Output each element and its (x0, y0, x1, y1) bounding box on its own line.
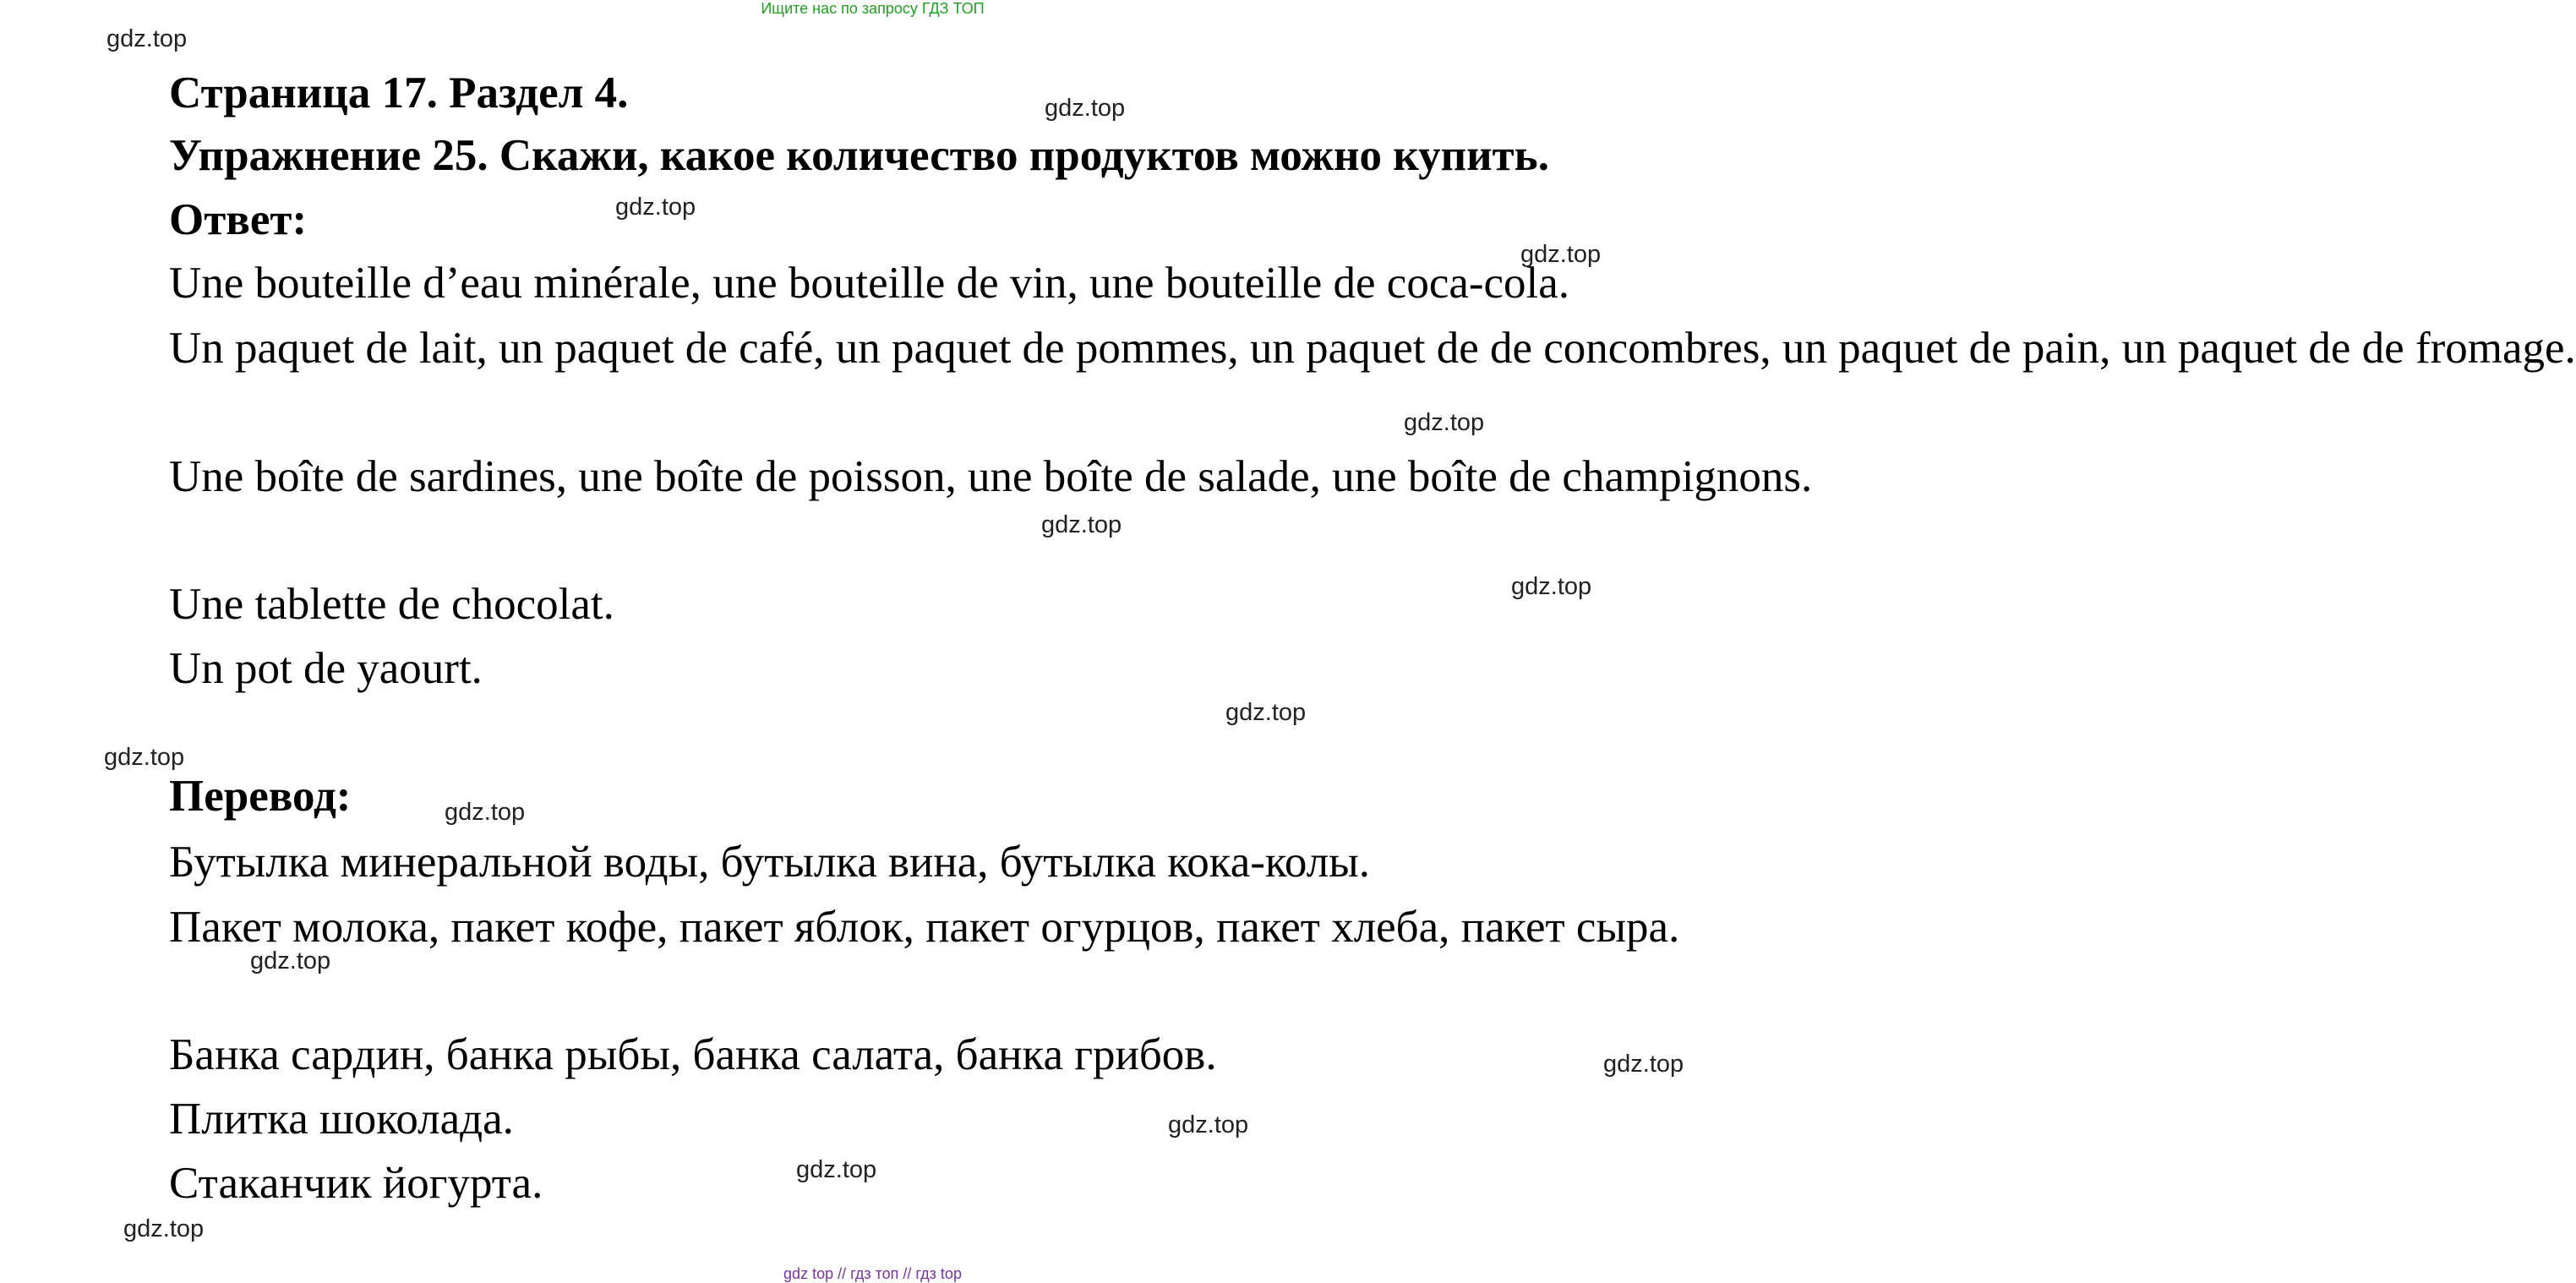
watermark: gdz.top (1520, 241, 1602, 268)
answer-line-5: Un pot de yaourt. (169, 644, 483, 693)
watermark: gdz.top (1603, 1051, 1684, 1078)
page-title: Страница 17. Раздел 4. (169, 68, 629, 117)
translation-line-5: Стаканчик йогурта. (169, 1159, 543, 1208)
watermark: gdz.top (615, 194, 696, 221)
watermark: gdz.top (123, 1215, 205, 1242)
answer-label: Ответ: (169, 195, 308, 244)
exercise-heading: Упражнение 25. Скажи, какое количество продуктов можно купить. (169, 131, 1549, 180)
watermark: gdz.top (445, 799, 526, 826)
top-banner-link[interactable]: Ищите нас по запросу ГДЗ ТОП (761, 0, 985, 17)
watermark: gdz.top (1041, 511, 1122, 538)
answer-line-1: Une bouteille d’eau minérale, une bouteille de vin, une bouteille de coca-cola. (169, 259, 1570, 308)
translation-label: Перевод: (169, 772, 352, 821)
watermark: gdz.top (1225, 699, 1307, 726)
footer-links[interactable]: gdz top // гдз топ // гдз top (783, 1265, 962, 1282)
watermark: gdz.top (1511, 573, 1592, 600)
answer-paragraph-3: Une boîte de sardines, une boîte de poisson, une boîte de salade, une boîte de champignons. (169, 452, 1813, 501)
watermark: gdz.top (1168, 1111, 1249, 1138)
translation-paragraph-2: Пакет молока, пакет кофе, пакет яблок, пакет огурцов, пакет хлеба, пакет сыра. (169, 903, 1680, 952)
watermark: gdz.top (796, 1156, 877, 1183)
watermark: gdz.top (1404, 409, 1485, 436)
watermark: gdz.top (250, 947, 331, 975)
watermark: gdz.top (104, 744, 185, 771)
answer-paragraph-2: Un paquet de lait, un paquet de café, un paquet de pommes, un paquet de de concombres, un paquet de pain, un paquet de de fromage. (169, 324, 2576, 373)
translation-line-3: Банка сардин, банка рыбы, банка салата, банка грибов. (169, 1030, 1217, 1079)
translation-line-4: Плитка шоколада. (169, 1095, 514, 1144)
watermark: gdz.top (1045, 95, 1126, 122)
answer-line-4: Une tablette de chocolat. (169, 580, 614, 629)
watermark: gdz.top (106, 25, 188, 52)
translation-line-1: Бутылка минеральной воды, бутылка вина, бутылка кока-колы. (169, 838, 1371, 887)
